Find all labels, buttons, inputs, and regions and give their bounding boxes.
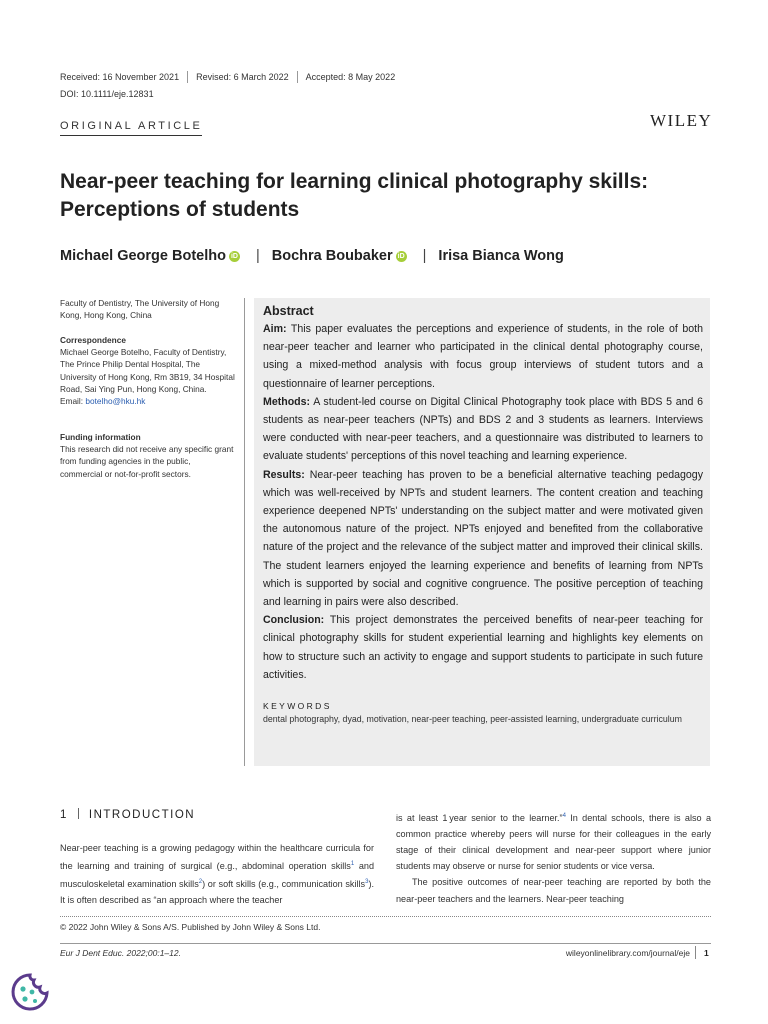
email-link[interactable]: botelho@hku.hk — [85, 396, 146, 407]
results-label: Results: — [263, 468, 305, 481]
reference-link[interactable]: 1 — [350, 861, 355, 868]
abstract-side-rule — [244, 298, 245, 766]
intro-paragraph: The positive outcomes of near-peer teaching are reported by both the near-peer teachers and the learners. Near-peer teaching — [396, 877, 711, 904]
article-type: ORIGINAL ARTICLE — [60, 120, 203, 132]
keywords-text: dental photography, dyad, motivation, near-peer teaching, peer-assisted learning, undergraduate curriculum — [263, 714, 682, 725]
intro-text: is at least 1 year senior to the learner.” — [396, 813, 563, 824]
intro-text: and musculoskeletal examination skills — [60, 861, 375, 890]
section-heading — [60, 808, 195, 821]
correspondence-address: Michael George Botelho, Faculty of Dentistry, The Prince Philip Dental Hospital, The University of Hong Kong, Rm 3B19, 34 Hospital Road, Sai Ying Pun, Hong Kong, China. — [60, 347, 235, 394]
aim-label: Aim: — [263, 323, 287, 335]
publisher-logo: WILEY — [650, 111, 713, 130]
journal-citation: Eur J Dent Educ. 2022;00:1–12. — [60, 948, 181, 958]
revised-date: Revised: 6 March 2022 — [196, 72, 289, 82]
affiliation: Faculty of Dentistry, The University of Hong Kong, Hong Kong, China — [60, 298, 220, 321]
section-divider — [78, 808, 79, 819]
author-name[interactable]: Irisa Bianca Wong — [438, 248, 564, 264]
reference-link[interactable]: 3 — [365, 879, 369, 886]
methods-label: Methods: — [263, 395, 311, 408]
results-text: Near-peer teaching has proven to be a beneficial alternative teaching pedagogy which was well-received by NPTs and student learners. The content creation and teaching experience deepened NPTs' understanding on the subject matter and were motivated given the autonomous nature of the project. NPTs enjoyed and benefited from the collaborative nature of the project and the relevance of the subject matter and improved their clinical skills. The student learners enjoyed the learning experience and benefits of learning from NPTs which is supported by social and cognitive congruence. The positive perception of teaching and learning in pairs were also described. — [263, 468, 703, 609]
orcid-icon[interactable]: iD — [230, 252, 238, 260]
footer-divider — [60, 943, 711, 944]
conclusion-label: Conclusion: — [263, 614, 325, 627]
aim-text: This paper evaluates the perceptions and experience of students, in the role of both near-peer teacher and learner who participated in the clinical dental photography course, using a mixed-method analysis with focus group interviews of student tutors and a questionnaire of learner perceptions. — [263, 323, 703, 390]
paper-title: Near-peer teaching for learning clinical photography skills: Perceptions of students — [60, 170, 649, 221]
article-dates — [60, 71, 395, 83]
intro-text: Near-peer teaching is a growing pedagogy within the healthcare curricula for the learning and training of surgical (e.g., abdominal operation skills — [60, 843, 374, 872]
accepted-date: Accepted: 8 May 2022 — [305, 72, 396, 82]
received-date: Received: 16 November 2021 — [60, 72, 180, 82]
orcid-icon[interactable]: iD — [397, 252, 405, 260]
cookie-icon — [10, 972, 50, 1012]
correspondence-block — [60, 334, 235, 407]
email-label: Email: — [60, 396, 86, 407]
intro-text: ) or soft skills (e.g., communication skills — [202, 879, 366, 890]
intro-paragraph — [396, 808, 711, 874]
author-list — [60, 248, 564, 264]
author-separator: | — [422, 248, 427, 264]
article-type-underline — [60, 135, 202, 136]
funding-heading: Funding information — [60, 432, 141, 442]
conclusion-text: This project demonstrates the perceived benefits of near-peer teaching for clinical photography skills for student experiential learning and highlights key elements on how to structure such an activity to engage and support students to participate in such future activities. — [263, 614, 703, 681]
keywords-heading: KEYWORDS — [263, 701, 332, 712]
correspondence-email — [60, 395, 235, 407]
abstract-box — [254, 298, 710, 766]
intro-column-2 — [396, 808, 711, 907]
funding-text: This research did not receive any specific grant from funding agencies in the public, commercial or not-for-profit sectors. — [60, 444, 234, 479]
section-title: INTRODUCTION — [88, 809, 196, 821]
funding-block — [60, 431, 235, 480]
divider — [297, 71, 298, 83]
author-separator: | — [255, 248, 260, 264]
abstract-aim — [263, 320, 703, 393]
reference-link[interactable]: 2 — [198, 879, 203, 886]
abstract-conclusion — [263, 611, 703, 684]
intro-text: In dental schools, there is also a common practice whereby peers will nurse for their colleagues in the early stage of their clinical development and near-peer support where junior students may observe or nurse for senior students or vice versa. — [396, 813, 711, 872]
methods-text: A student-led course on Digital Clinical Photography took place with BDS 5 and 6 students as near-peer teachers (NPTs) and BDS 2 and 3 students as learners. Interviews were conducted with near-peer teachers, and a questionnaire was distributed to learners to evaluate students' perceptions of this novel teaching and learning experience. — [263, 395, 704, 463]
footnote-divider — [60, 916, 711, 917]
abstract-results — [263, 466, 703, 612]
cookie-settings-button[interactable] — [10, 972, 50, 1012]
doi: DOI: 10.1111/eje.12831 — [60, 89, 154, 99]
abstract-methods — [263, 393, 703, 466]
abstract-heading: Abstract — [263, 304, 314, 318]
intro-text: ). It is often described as “an approach where the teacher — [60, 879, 374, 906]
divider — [187, 71, 188, 83]
journal-site-link[interactable]: wileyonlinelibrary.com/journal/eje — [565, 948, 690, 958]
page-number: 1 — [704, 948, 709, 958]
intro-column-1 — [60, 840, 374, 908]
reference-link[interactable]: 4 — [562, 813, 566, 819]
correspondence-heading: Correspondence — [60, 335, 126, 345]
page-number-divider — [695, 946, 696, 959]
author-name[interactable]: Michael George Botelho — [60, 248, 226, 264]
section-number: 1 — [60, 809, 68, 821]
author-name[interactable]: Bochra Boubaker — [271, 248, 393, 264]
copyright-notice: © 2022 John Wiley & Sons A/S. Published by John Wiley & Sons Ltd. — [60, 922, 321, 932]
